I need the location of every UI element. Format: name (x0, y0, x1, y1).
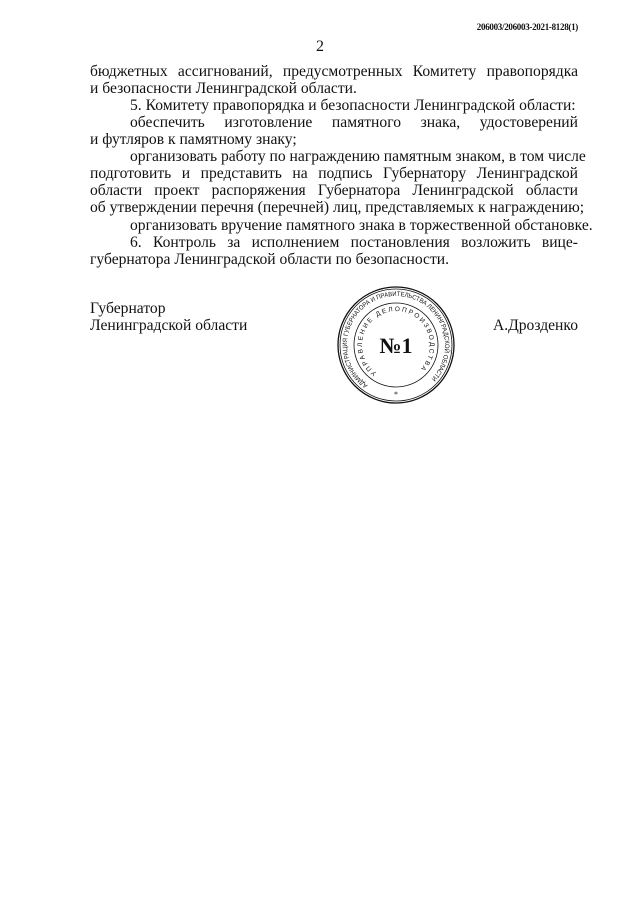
body-line: области проект распоряжения Губернатора Ленинградской области (90, 182, 578, 199)
body-line: бюджетных ассигнований, предусмотренных Комитету правопорядка (90, 63, 578, 80)
stamp-outer-text: АДМИНИСТРАЦИЯ ГУБЕРНАТОРА И ПРАВИТЕЛЬСТВА ЛЕНИНГРАДСКОЙ ОБЛАСТИ (341, 290, 451, 390)
body-line: 5. Комитету правопорядка и безопасности Ленинградской области: (130, 97, 576, 114)
document-code: 206003/206003-2021-8128(1) (476, 22, 578, 32)
signatory-name: А.Дрозденко (492, 317, 578, 334)
body-line: 6. Контроль за исполнением постановления возложить вице- (130, 234, 578, 251)
signatory-region: Ленинградской области (90, 317, 248, 334)
body-line: подготовить и представить на подпись Губернатору Ленинградской (90, 165, 578, 182)
official-stamp (335, 283, 457, 407)
body-line: организовать работу по награждению памятным знаком, в том числе (130, 148, 586, 165)
body-line: губернатора Ленинградской области по безопасности. (90, 251, 450, 268)
star-icon: * (394, 390, 398, 399)
body-line: и безопасности Ленинградской области. (90, 80, 357, 97)
body-line: организовать вручение памятного знака в торжественной обстановке. (130, 217, 593, 234)
stamp-center-number: №1 (379, 333, 413, 358)
body-line: об утверждении перечня (перечней) лиц, представляемых к награждению; (90, 199, 585, 216)
page-number: 2 (316, 38, 324, 55)
body-line: и футляров к памятному знаку; (90, 131, 297, 148)
signatory-title: Губернатор (90, 300, 166, 317)
body-line: обеспечить изготовление памятного знака, удостоверений (130, 114, 578, 131)
stamp-inner-text: УПРАВЛЕНИЕ ДЕЛОПРОИЗВОДСТВА (356, 305, 436, 377)
